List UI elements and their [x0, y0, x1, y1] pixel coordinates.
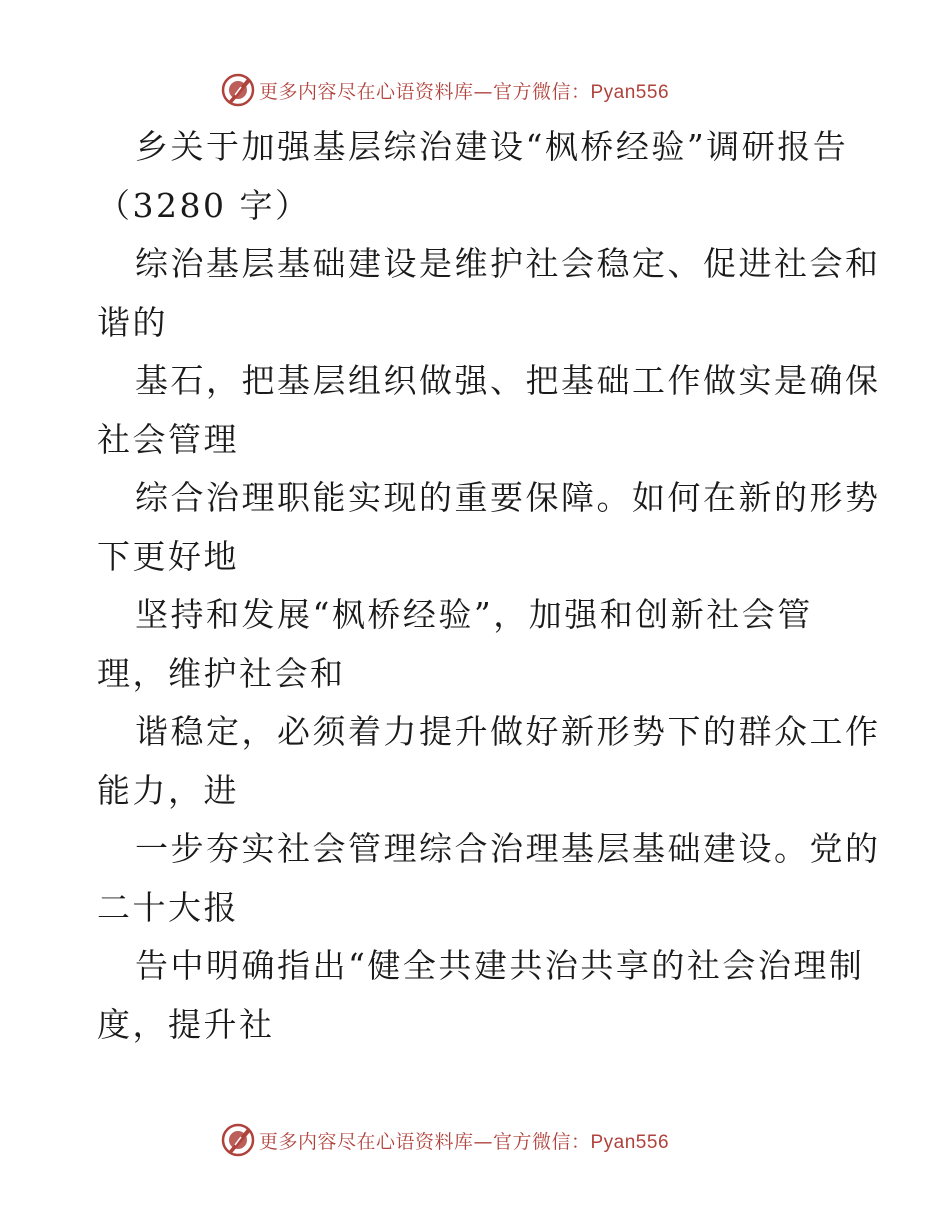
- paragraph-line: 基石，把基层组织做强、把基础工作做实是确保: [135, 361, 881, 400]
- paragraph-line: 二十大报: [97, 887, 239, 927]
- quill-logo-icon: [221, 1123, 255, 1157]
- header-watermark: [0, 70, 950, 110]
- paragraph-line: 告中明确指出“健全共建共治共享的社会治理制: [135, 946, 865, 985]
- paragraph-line: 综合治理职能实现的重要保障。如何在新的形势: [135, 478, 881, 517]
- paragraph-line: 度，提升社: [97, 1004, 275, 1044]
- document-word-count: （3280 字）: [97, 185, 311, 225]
- paragraph-line: 综治基层基础建设是维护社会稳定、促进社会和: [135, 244, 881, 283]
- watermark-suffix: 官方微信：: [492, 80, 591, 103]
- watermark-dash: —: [473, 1130, 493, 1153]
- paragraph-line: 能力，进: [97, 770, 239, 810]
- watermark-prefix: 更多内容尽在心语资料库: [258, 80, 474, 103]
- paragraph-line: 下更好地: [97, 536, 239, 576]
- paragraph-line: 社会管理: [97, 419, 239, 459]
- paragraph-line: 一步夯实社会管理综合治理基层基础建设。党的: [135, 829, 881, 868]
- document-body: [97, 118, 881, 1054]
- watermark-text: [259, 77, 669, 104]
- watermark-id: Pyan556: [590, 1131, 670, 1153]
- quill-logo-icon: [221, 73, 255, 107]
- watermark-prefix: 更多内容尽在心语资料库: [258, 1130, 474, 1153]
- paragraph-line: 谐的: [97, 302, 168, 342]
- paragraph-line: 坚持和发展“枫桥经验”，加强和创新社会管: [135, 595, 813, 634]
- paragraph-line: 谐稳定，必须着力提升做好新形势下的群众工作: [135, 712, 881, 751]
- watermark-dash: —: [473, 80, 493, 103]
- paragraph-line: 理，维护社会和: [97, 653, 346, 693]
- footer-watermark: [0, 1120, 950, 1160]
- watermark-id: Pyan556: [590, 81, 670, 103]
- watermark-text: [259, 1127, 669, 1154]
- document-title: 乡关于加强基层综治建设“枫桥经验”调研报告: [135, 127, 849, 166]
- watermark-suffix: 官方微信：: [492, 1130, 591, 1153]
